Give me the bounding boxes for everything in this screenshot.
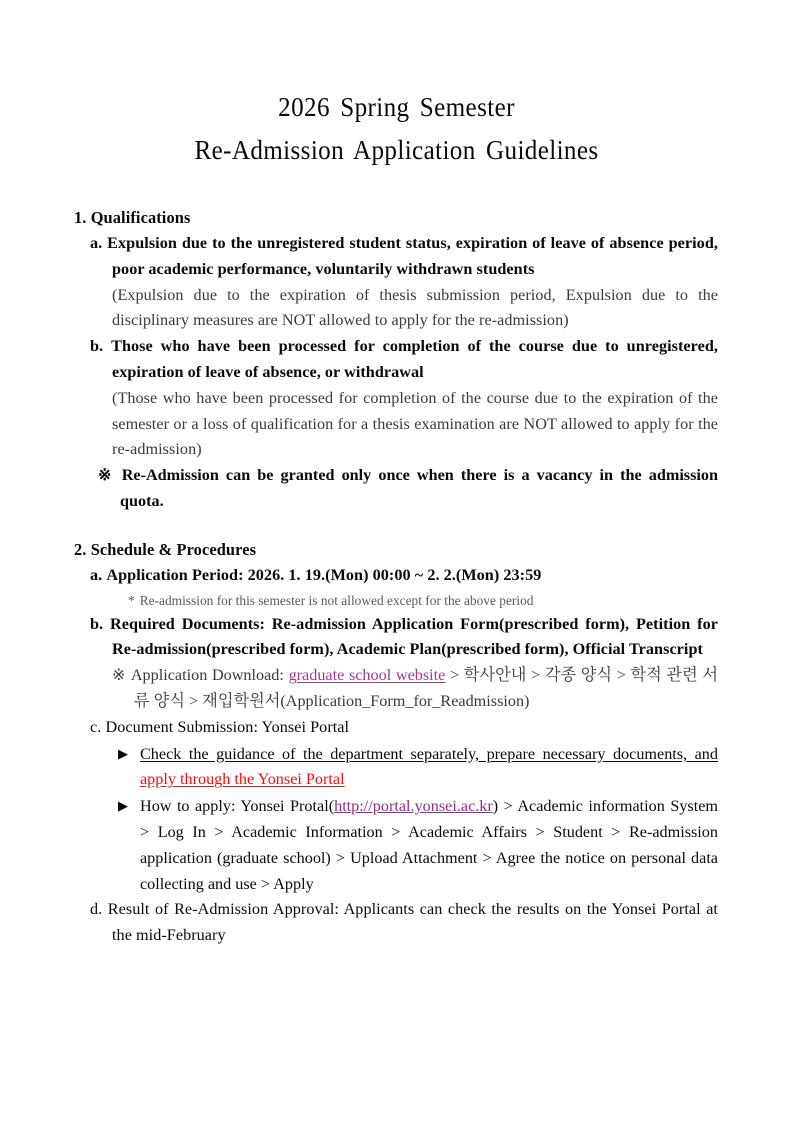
section-1-item-a-label: a. xyxy=(90,234,103,252)
reference-mark-icon: ※ xyxy=(98,466,115,485)
section-spacer xyxy=(70,515,718,537)
section-1-item-b-parenthetical: (Those who have been processed for completion of the course due to the expiration of the semester or a loss of qualification for a thesis examination are NOT allowed to apply for the re-admission) xyxy=(112,388,718,459)
section-2-item-a-text: Application Period: 2026. 1. 19.(Mon) 00:00 ~ 2. 2.(Mon) 23:59 xyxy=(106,565,542,584)
reference-mark-icon: ※ xyxy=(112,666,127,685)
section-1-reference-note-text: Re-Admission can be granted only once when there is a vacancy in the admission quota. xyxy=(120,466,719,510)
section-2-item-a-subnote xyxy=(128,589,718,612)
section-2-item-c-text: Document Submission: Yonsei Portal xyxy=(105,717,350,736)
asterisk-bullet-icon: * xyxy=(128,592,135,608)
section-2-item-d-text: Result of Re-Admission Approval: Applicants can check the results on the Yonsei Portal at the mid-February xyxy=(107,900,718,945)
arrow-bullet-icon: ▶ xyxy=(118,745,128,761)
section-2-item-d-label: d. xyxy=(90,900,103,919)
bullet-1-red-emphasis: apply through the Yonsei Portal xyxy=(140,770,345,789)
section-1-item-b-text: Those who have been processed for completion of the course due to unregistered, expiration of leave of absence, or withdrawal xyxy=(111,337,718,381)
graduate-school-website-link[interactable]: graduate school website xyxy=(288,666,446,685)
bullet-2-path: ) > Academic information System > Log In > Academic Information > Academic Affairs > Student > Re-admission application (graduate school) > Upload Attachment > Agree the notice on personal data collecting and use > Apply xyxy=(140,797,718,893)
download-note-prefix: Application Download: xyxy=(130,666,289,685)
section-1-item-b-label: b. xyxy=(90,337,104,356)
section-2-item-a-label: a. xyxy=(90,565,103,584)
yonsei-portal-url-link[interactable]: http://portal.yonsei.ac.kr xyxy=(334,797,493,816)
section-schedule-procedures xyxy=(70,537,718,949)
section-1-item-a xyxy=(90,231,718,283)
bullet-1-black-text: Check the guidance of the department separately, prepare necessary documents, and xyxy=(140,744,718,763)
section-2-heading: 2. Schedule & Procedures xyxy=(74,539,257,559)
section-2-item-c-bullet-1 xyxy=(118,741,718,794)
section-2-item-d xyxy=(90,897,718,949)
title-line-1: 2026 Spring Semester xyxy=(278,92,515,122)
section-2-item-c-label: c. xyxy=(90,717,102,736)
section-qualifications xyxy=(70,205,718,515)
section-1-heading: 1. Qualifications xyxy=(74,208,191,227)
section-2-item-b-text: Required Documents: Re-admission Application Form(prescribed form), Petition for Re-admission(prescribed form), Academic Plan(prescribed form), Official Transcript xyxy=(110,614,718,659)
arrow-bullet-icon: ▶ xyxy=(118,798,128,814)
document-body xyxy=(0,205,793,949)
section-1-item-b xyxy=(90,334,718,386)
section-2-item-b-download-note xyxy=(112,663,718,715)
section-2-item-a-subnote-text: Re-admission for this semester is not allowed except for the above period xyxy=(139,592,534,608)
section-2-item-a xyxy=(90,563,718,589)
section-2-item-b xyxy=(90,612,718,664)
section-2-item-c-bullet-2 xyxy=(118,793,718,897)
section-2-item-c xyxy=(90,715,718,741)
section-1-item-a-parenthetical: (Expulsion due to the expiration of thesis submission period, Expulsion due to the disciplinary measures are NOT allowed to apply for the re-admission) xyxy=(112,285,718,330)
title-line-2: Re-Admission Application Guidelines xyxy=(194,135,599,165)
document-title xyxy=(0,86,793,172)
section-1-item-a-text: Expulsion due to the unregistered student status, expiration of leave of absence period, poor academic performance, voluntarily withdrawn students xyxy=(107,234,718,278)
section-2-item-b-label: b. xyxy=(90,614,104,633)
download-note-path: > 학사안내 > 각종 양식 > 학적 관련 서류 양식 > 재입학원서(Application_Form_for_Readmission) xyxy=(134,666,719,710)
bullet-2-prefix: How to apply: Yonsei Protal( xyxy=(140,797,335,816)
section-1-reference-note xyxy=(98,463,718,515)
